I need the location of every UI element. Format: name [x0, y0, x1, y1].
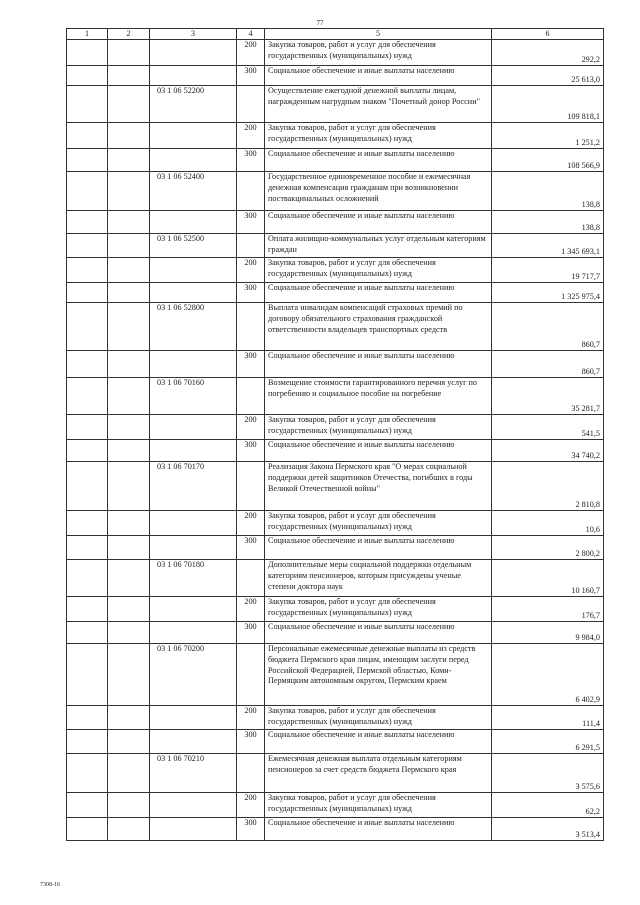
col-1-cell — [67, 303, 108, 351]
table-row — [67, 211, 604, 234]
col-2-cell — [108, 66, 150, 86]
expense-type-code: 300 — [237, 622, 265, 644]
item-description: Социальное обеспечение и иные выплаты населению — [265, 818, 492, 841]
col-2-cell — [108, 706, 150, 730]
expense-type-code — [237, 644, 265, 706]
amount-value: 1 251,2 — [492, 123, 604, 149]
column-header: 5 — [265, 29, 492, 40]
target-article-code — [150, 818, 237, 841]
amount-value: 9 984,0 — [492, 622, 604, 644]
item-description: Закупка товаров, работ и услуг для обеспечения государственных (муниципальных) нужд — [265, 706, 492, 730]
table-row — [67, 754, 604, 793]
item-description: Закупка товаров, работ и услуг для обеспечения государственных (муниципальных) нужд — [265, 415, 492, 440]
expense-type-code — [237, 462, 265, 511]
item-description: Социальное обеспечение и иные выплаты населению — [265, 730, 492, 754]
col-1-cell — [67, 211, 108, 234]
table-row — [67, 123, 604, 149]
target-article-code — [150, 211, 237, 234]
col-2-cell — [108, 511, 150, 536]
col-1-cell — [67, 560, 108, 597]
footer-code: 7308-16 — [40, 882, 60, 888]
expense-type-code: 200 — [237, 40, 265, 66]
table-row — [67, 440, 604, 462]
col-1-cell — [67, 706, 108, 730]
item-description: Социальное обеспечение и иные выплаты населению — [265, 440, 492, 462]
target-article-code — [150, 706, 237, 730]
target-article-code — [150, 351, 237, 378]
col-2-cell — [108, 622, 150, 644]
target-article-code — [150, 415, 237, 440]
col-1-cell — [67, 258, 108, 283]
item-description: Ежемесячная денежная выплата отдельным категориям пенсионеров за счет средств бюджета Пермского края — [265, 754, 492, 793]
amount-value: 3 575,6 — [492, 754, 604, 793]
amount-value: 2 810,8 — [492, 462, 604, 511]
target-article-code — [150, 730, 237, 754]
item-description: Закупка товаров, работ и услуг для обеспечения государственных (муниципальных) нужд — [265, 40, 492, 66]
item-description: Закупка товаров, работ и услуг для обеспечения государственных (муниципальных) нужд — [265, 123, 492, 149]
amount-value: 138,8 — [492, 211, 604, 234]
target-article-code: 03 1 06 70210 — [150, 754, 237, 793]
table-row — [67, 86, 604, 123]
expense-type-code: 300 — [237, 211, 265, 234]
target-article-code — [150, 597, 237, 622]
expense-type-code — [237, 172, 265, 211]
expense-type-code: 300 — [237, 283, 265, 303]
amount-value: 1 325 975,4 — [492, 283, 604, 303]
target-article-code: 03 1 06 52200 — [150, 86, 237, 123]
item-description: Оплата жилищно-коммунальных услуг отдельным категориям граждан — [265, 234, 492, 258]
item-description: Дополнительные меры социальной поддержки отдельным категориям пенсионеров, которым присуждены ученые степени доктора наук — [265, 560, 492, 597]
item-description: Социальное обеспечение и иные выплаты населению — [265, 622, 492, 644]
col-1-cell — [67, 462, 108, 511]
target-article-code: 03 1 06 70200 — [150, 644, 237, 706]
col-1-cell — [67, 172, 108, 211]
col-2-cell — [108, 234, 150, 258]
expense-type-code: 200 — [237, 511, 265, 536]
amount-value: 6 402,9 — [492, 644, 604, 706]
column-header: 1 — [67, 29, 108, 40]
target-article-code — [150, 40, 237, 66]
table-row — [67, 415, 604, 440]
amount-value: 292,2 — [492, 40, 604, 66]
target-article-code: 03 1 06 52800 — [150, 303, 237, 351]
expense-type-code: 300 — [237, 440, 265, 462]
col-2-cell — [108, 730, 150, 754]
table-row — [67, 730, 604, 754]
expense-type-code — [237, 754, 265, 793]
item-description: Закупка товаров, работ и услуг для обеспечения государственных (муниципальных) нужд — [265, 597, 492, 622]
item-description: Социальное обеспечение и иные выплаты населению — [265, 149, 492, 172]
expense-type-code: 300 — [237, 730, 265, 754]
col-1-cell — [67, 511, 108, 536]
column-header: 3 — [150, 29, 237, 40]
item-description: Государственное единовременное пособие и ежемесячная денежная компенсация гражданам при возникновении поствакцинальных осложнений — [265, 172, 492, 211]
target-article-code — [150, 440, 237, 462]
expense-type-code — [237, 378, 265, 415]
table-row — [67, 536, 604, 560]
amount-value: 34 740,2 — [492, 440, 604, 462]
column-header: 6 — [492, 29, 604, 40]
amount-value: 138,8 — [492, 172, 604, 211]
col-2-cell — [108, 536, 150, 560]
col-1-cell — [67, 234, 108, 258]
col-2-cell — [108, 818, 150, 841]
item-description: Социальное обеспечение и иные выплаты населению — [265, 351, 492, 378]
expense-type-code: 200 — [237, 793, 265, 818]
target-article-code — [150, 258, 237, 283]
expense-type-code — [237, 86, 265, 123]
col-2-cell — [108, 378, 150, 415]
amount-value: 111,4 — [492, 706, 604, 730]
target-article-code: 03 1 06 52400 — [150, 172, 237, 211]
col-1-cell — [67, 40, 108, 66]
table-row — [67, 793, 604, 818]
amount-value: 860,7 — [492, 303, 604, 351]
amount-value: 35 281,7 — [492, 378, 604, 415]
col-2-cell — [108, 440, 150, 462]
expense-type-code: 300 — [237, 149, 265, 172]
amount-value: 1 345 693,1 — [492, 234, 604, 258]
amount-value: 6 291,5 — [492, 730, 604, 754]
col-2-cell — [108, 211, 150, 234]
col-2-cell — [108, 303, 150, 351]
col-1-cell — [67, 730, 108, 754]
target-article-code: 03 1 06 52500 — [150, 234, 237, 258]
table-row — [67, 378, 604, 415]
amount-value: 109 818,1 — [492, 86, 604, 123]
col-2-cell — [108, 258, 150, 283]
col-1-cell — [67, 440, 108, 462]
amount-value: 176,7 — [492, 597, 604, 622]
amount-value: 62,2 — [492, 793, 604, 818]
table-row — [67, 597, 604, 622]
column-header: 2 — [108, 29, 150, 40]
expense-type-code: 200 — [237, 706, 265, 730]
col-1-cell — [67, 123, 108, 149]
target-article-code: 03 1 06 70160 — [150, 378, 237, 415]
item-description: Возмещение стоимости гарантированного перечня услуг по погребению и социальное пособие на погребение — [265, 378, 492, 415]
col-2-cell — [108, 415, 150, 440]
table-row — [67, 622, 604, 644]
expense-type-code: 300 — [237, 536, 265, 560]
table-row — [67, 40, 604, 66]
table-row — [67, 234, 604, 258]
col-1-cell — [67, 149, 108, 172]
table-row — [67, 149, 604, 172]
col-2-cell — [108, 40, 150, 66]
amount-value: 10 160,7 — [492, 560, 604, 597]
amount-value: 2 800,2 — [492, 536, 604, 560]
amount-value: 541,5 — [492, 415, 604, 440]
col-2-cell — [108, 462, 150, 511]
col-1-cell — [67, 66, 108, 86]
column-header: 4 — [237, 29, 265, 40]
table-row — [67, 66, 604, 86]
amount-value: 25 613,0 — [492, 66, 604, 86]
col-2-cell — [108, 754, 150, 793]
item-description: Социальное обеспечение и иные выплаты населению — [265, 211, 492, 234]
item-description: Выплата инвалидам компенсаций страховых премий по договору обязательного страхования гражданской ответственности владельцев транспортных средств — [265, 303, 492, 351]
item-description: Реализация Закона Пермского края "О мерах социальной поддержки детей защитников Отечества, погибших в годы Великой Отечественной войны" — [265, 462, 492, 511]
target-article-code — [150, 66, 237, 86]
col-1-cell — [67, 793, 108, 818]
table-row — [67, 511, 604, 536]
expense-type-code: 300 — [237, 818, 265, 841]
target-article-code: 03 1 06 70170 — [150, 462, 237, 511]
col-1-cell — [67, 622, 108, 644]
col-2-cell — [108, 283, 150, 303]
item-description: Персональные ежемесячные денежные выплаты из средств бюджета Пермского края лицам, имеющим заслуги перед Российской Федерацией, Пермской областью, Коми-Пермяцким автономным округом, Пермским краем — [265, 644, 492, 706]
amount-value: 108 566,9 — [492, 149, 604, 172]
col-1-cell — [67, 415, 108, 440]
target-article-code — [150, 536, 237, 560]
target-article-code — [150, 123, 237, 149]
item-description: Осуществление ежегодной денежной выплаты лицам, награжденным нагрудным знаком "Почетный донор России" — [265, 86, 492, 123]
table-row — [67, 351, 604, 378]
col-1-cell — [67, 644, 108, 706]
col-2-cell — [108, 644, 150, 706]
table-row — [67, 560, 604, 597]
target-article-code — [150, 793, 237, 818]
col-2-cell — [108, 351, 150, 378]
col-1-cell — [67, 818, 108, 841]
table-row — [67, 303, 604, 351]
col-1-cell — [67, 351, 108, 378]
col-2-cell — [108, 597, 150, 622]
expense-type-code: 200 — [237, 415, 265, 440]
col-1-cell — [67, 536, 108, 560]
expense-type-code: 300 — [237, 66, 265, 86]
table-row — [67, 706, 604, 730]
amount-value: 19 717,7 — [492, 258, 604, 283]
target-article-code — [150, 622, 237, 644]
col-1-cell — [67, 597, 108, 622]
target-article-code — [150, 511, 237, 536]
item-description: Закупка товаров, работ и услуг для обеспечения государственных (муниципальных) нужд — [265, 511, 492, 536]
col-2-cell — [108, 149, 150, 172]
column-header-row — [67, 29, 604, 40]
col-1-cell — [67, 86, 108, 123]
expense-type-code: 300 — [237, 351, 265, 378]
item-description: Социальное обеспечение и иные выплаты населению — [265, 283, 492, 303]
table-row — [67, 283, 604, 303]
table-row — [67, 172, 604, 211]
amount-value: 860,7 — [492, 351, 604, 378]
expense-type-code: 200 — [237, 123, 265, 149]
target-article-code: 03 1 06 70180 — [150, 560, 237, 597]
col-2-cell — [108, 86, 150, 123]
col-2-cell — [108, 172, 150, 211]
expense-type-code: 200 — [237, 597, 265, 622]
col-1-cell — [67, 754, 108, 793]
amount-value: 3 513,4 — [492, 818, 604, 841]
expense-type-code — [237, 303, 265, 351]
table-row — [67, 644, 604, 706]
table-row — [67, 818, 604, 841]
expense-type-code — [237, 234, 265, 258]
item-description: Социальное обеспечение и иные выплаты населению — [265, 536, 492, 560]
item-description: Закупка товаров, работ и услуг для обеспечения государственных (муниципальных) нужд — [265, 258, 492, 283]
item-description: Социальное обеспечение и иные выплаты населению — [265, 66, 492, 86]
col-2-cell — [108, 793, 150, 818]
budget-table-body — [67, 29, 604, 841]
col-1-cell — [67, 283, 108, 303]
col-2-cell — [108, 123, 150, 149]
target-article-code — [150, 283, 237, 303]
expense-type-code: 200 — [237, 258, 265, 283]
table-row — [67, 258, 604, 283]
budget-table — [66, 28, 604, 841]
table-row — [67, 462, 604, 511]
col-2-cell — [108, 560, 150, 597]
amount-value: 10,6 — [492, 511, 604, 536]
target-article-code — [150, 149, 237, 172]
expense-type-code — [237, 560, 265, 597]
page-number: 77 — [316, 19, 324, 27]
col-1-cell — [67, 378, 108, 415]
item-description: Закупка товаров, работ и услуг для обеспечения государственных (муниципальных) нужд — [265, 793, 492, 818]
